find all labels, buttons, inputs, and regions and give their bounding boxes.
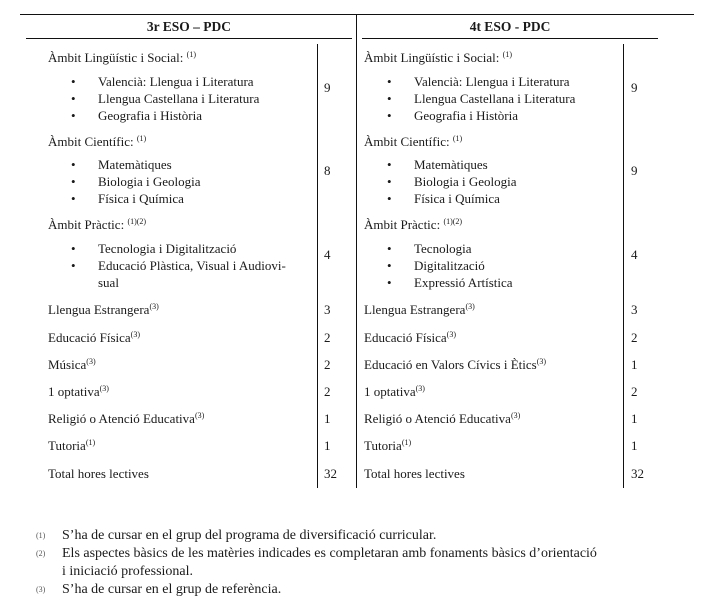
table-row <box>364 411 520 427</box>
subject-list <box>48 240 286 291</box>
row-label: Total hores lectives <box>364 466 465 481</box>
footnote-text: S’ha de cursar en el grup de referència. <box>62 582 282 597</box>
list-item: • Digitalització <box>364 257 513 274</box>
hours-value: 3 <box>631 302 638 317</box>
list-item: • Llengua Castellana i Literatura <box>364 90 575 107</box>
row-label: Música <box>48 357 87 372</box>
list-item: • Matemàtiques <box>48 156 201 173</box>
footnote-ref: (1) <box>85 438 96 447</box>
hours-value: 1 <box>631 357 638 372</box>
row-label: Tutoria <box>364 438 402 453</box>
footnote-text: Els aspectes bàsics de les matèries indicades es completaran amb fonaments bàsics d’orientació <box>62 546 597 561</box>
hours-value: 4 <box>631 247 638 262</box>
row-label: 1 optativa <box>364 384 416 399</box>
footnote-ref: (1) <box>186 50 196 59</box>
list-item: • Matemàtiques <box>364 156 517 173</box>
footnote-ref: (3) <box>446 330 456 339</box>
hours-value: 2 <box>324 357 331 372</box>
table-row <box>48 384 109 400</box>
group-title <box>48 217 146 233</box>
row-label: Llengua Estrangera <box>364 302 466 317</box>
footnote-marker: (1) <box>36 531 46 540</box>
footnote-ref: (1) <box>502 50 512 59</box>
group-title-text: Àmbit Científic: <box>364 134 450 149</box>
subject-list <box>48 73 259 124</box>
table-row <box>364 357 546 373</box>
group-title <box>364 217 462 233</box>
hours-value: 2 <box>324 330 331 345</box>
row-label: 1 optativa <box>48 384 100 399</box>
left-header-rule <box>26 38 352 39</box>
footnote-ref: (1) <box>136 134 147 143</box>
row-label: Tutoria <box>48 438 86 453</box>
hours-value: 3 <box>324 302 331 317</box>
hours-value: 9 <box>631 80 638 95</box>
group-title <box>364 134 462 150</box>
list-item: • Valencià: Llengua i Literatura <box>364 73 575 90</box>
hours-value: 1 <box>324 411 331 426</box>
row-label: Total hores lectives <box>48 466 149 481</box>
subject-list <box>364 73 575 124</box>
group-title <box>48 50 196 66</box>
footnote-text: S’ha de cursar en el grup del programa de diversificació curricular. <box>62 528 437 543</box>
list-item: • Expressió Artística <box>364 274 513 291</box>
footnote-ref: (3) <box>130 330 140 339</box>
group-title-text: Àmbit Pràctic: <box>48 217 125 232</box>
right-column-heading: 4t ESO - PDC <box>469 19 551 34</box>
list-item: • Geografia i Història <box>48 107 259 124</box>
footnote-marker: (2) <box>36 549 46 558</box>
list-item: • Tecnologia i Digitalització <box>48 240 286 257</box>
list-item: • Educació Plàstica, Visual i Audiovi- <box>48 257 286 274</box>
table-row <box>48 438 95 454</box>
total-hours-value: 32 <box>631 466 644 481</box>
list-item-continuation: sual <box>98 275 119 290</box>
hours-value: 9 <box>324 80 331 95</box>
row-label: Educació Física <box>364 330 447 345</box>
subject-list <box>48 156 201 207</box>
row-label: Educació en Valors Cívics i Ètics <box>364 357 537 372</box>
footnote-ref: (3) <box>149 302 159 311</box>
hours-value: 1 <box>631 411 638 426</box>
list-item: • Tecnologia <box>364 240 513 257</box>
group-title <box>48 134 146 150</box>
footnote-ref: (3) <box>194 411 205 420</box>
hours-value: 9 <box>631 163 638 178</box>
group-title-text: Àmbit Lingüístic i Social: <box>364 50 500 65</box>
hours-value: 1 <box>631 438 638 453</box>
hours-value: 8 <box>324 163 331 178</box>
footnote-marker: (3) <box>36 585 46 594</box>
footnote-ref: (1) <box>452 134 463 143</box>
table-row <box>364 438 411 454</box>
table-row <box>48 411 204 427</box>
table-row <box>48 357 96 373</box>
footnote-ref: (1)(2) <box>127 217 147 226</box>
row-label: Religió o Atenció Educativa <box>364 411 511 426</box>
list-item: • Valencià: Llengua i Literatura <box>48 73 259 90</box>
hours-value: 1 <box>324 438 331 453</box>
right-hours-divider <box>623 44 624 488</box>
table-row <box>48 330 140 346</box>
subject-list <box>364 240 513 291</box>
left-column-heading: 3r ESO – PDC <box>146 19 232 34</box>
hours-value: 2 <box>324 384 331 399</box>
footnote-ref: (3) <box>86 357 96 366</box>
hours-value: 4 <box>324 247 331 262</box>
list-item: • Geografia i Història <box>364 107 575 124</box>
footnote-ref: (3) <box>536 357 547 366</box>
footnote-text: i iniciació professional. <box>62 564 194 579</box>
total-row <box>364 466 465 482</box>
list-item: • Biologia i Geologia <box>364 173 517 190</box>
group-title-text: Àmbit Científic: <box>48 134 134 149</box>
list-item: • Llengua Castellana i Literatura <box>48 90 259 107</box>
table-top-rule <box>20 14 694 15</box>
table-row <box>48 302 159 318</box>
list-item: • Biologia i Geologia <box>48 173 201 190</box>
table-row <box>364 384 425 400</box>
footnote-ref: (3) <box>415 384 425 393</box>
group-title <box>364 50 512 66</box>
hours-value: 2 <box>631 330 638 345</box>
hours-value: 2 <box>631 384 638 399</box>
table-row <box>364 302 475 318</box>
row-label: Llengua Estrangera <box>48 302 150 317</box>
list-item: • Física i Química <box>48 190 201 207</box>
total-row <box>48 466 149 482</box>
right-header-rule <box>362 38 658 39</box>
footnote-ref: (3) <box>510 411 521 420</box>
footnote-ref: (1) <box>401 438 412 447</box>
total-hours-value: 32 <box>324 466 337 481</box>
group-title-text: Àmbit Pràctic: <box>364 217 441 232</box>
list-item: • Física i Química <box>364 190 517 207</box>
group-title-text: Àmbit Lingüístic i Social: <box>48 50 184 65</box>
left-hours-divider <box>317 44 318 488</box>
row-label: Educació Física <box>48 330 131 345</box>
table-row <box>364 330 456 346</box>
footnote-ref: (1)(2) <box>443 217 463 226</box>
column-divider <box>356 14 357 488</box>
footnote-ref: (3) <box>465 302 475 311</box>
footnote-ref: (3) <box>99 384 109 393</box>
subject-list <box>364 156 517 207</box>
row-label: Religió o Atenció Educativa <box>48 411 195 426</box>
